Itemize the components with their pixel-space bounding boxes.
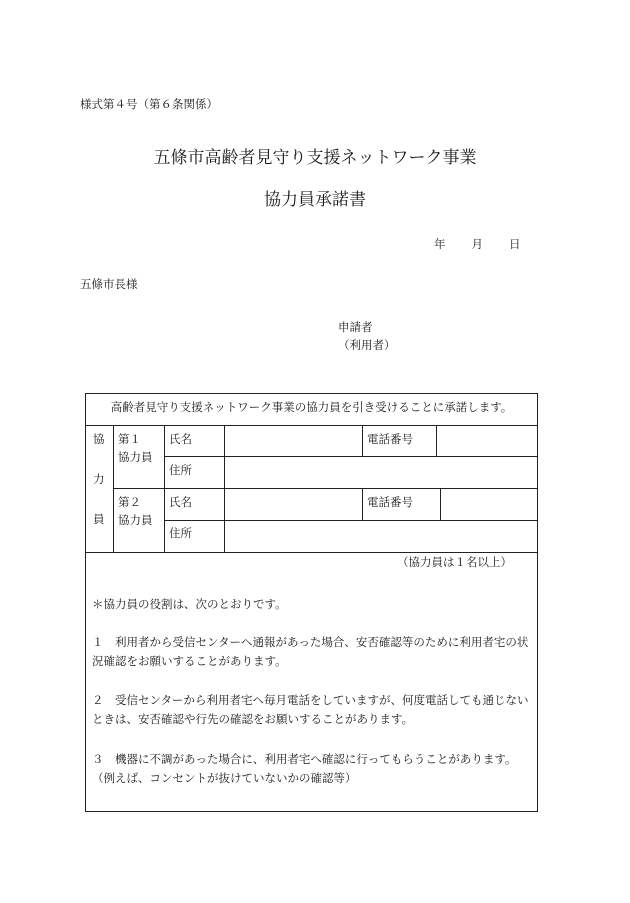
member-1-role: 協力員	[118, 450, 153, 464]
member-2-role: 協力員	[118, 513, 153, 527]
document-title: 五條市高齢者見守り支援ネットワーク事業	[153, 148, 477, 168]
member-2-name-field[interactable]	[225, 489, 361, 519]
consent-statement: 高齢者見守り支援ネットワーク事業の協力員を引き受けることに承諾します。	[110, 400, 513, 414]
col-divider	[362, 425, 363, 456]
member-2-name-label: 氏名	[169, 495, 192, 509]
role-item-3: ３ 機器に不調があった場合に、利用者宅へ確認に行ってもらうことがあります。（例えば、コンセントが抜けていないかの確認等）	[92, 752, 517, 785]
col-divider	[164, 425, 165, 552]
applicant-label: 申請者	[338, 320, 373, 334]
date-line	[434, 236, 521, 252]
member-1-name-label: 氏名	[169, 432, 192, 446]
member-1-address-label: 住所	[169, 463, 192, 477]
member-2-number: 第２	[118, 495, 141, 509]
member-2-phone-field[interactable]	[441, 489, 536, 519]
date-day: 日	[509, 237, 521, 251]
member-2-address-label: 住所	[169, 526, 192, 540]
side-label-char: 力	[93, 472, 105, 486]
col-divider	[113, 425, 114, 552]
member-count-note: （協力員は１名以上）	[397, 555, 512, 569]
applicant-sublabel: （利用者）	[338, 338, 396, 352]
col-divider	[362, 488, 363, 520]
member-2-address-field[interactable]	[225, 521, 536, 551]
member-1-address-field[interactable]	[225, 457, 536, 487]
member-2-phone-label: 電話番号	[367, 495, 413, 509]
side-label-char: 員	[93, 512, 105, 526]
date-year: 年	[434, 237, 446, 251]
member-1-phone-label: 電話番号	[367, 432, 413, 446]
member-1-number: 第１	[118, 432, 141, 446]
document-subtitle: 協力員承諾書	[264, 190, 366, 210]
role-item-2: ２ 受信センターから利用者宅へ毎月電話をしていますが、何度電話しても通じないときは、安否確認や行先の確認をお願いすることがあります。	[92, 693, 529, 726]
role-heading: ＊協力員の役割は、次のとおりです。	[92, 597, 287, 611]
member-1-phone-field[interactable]	[437, 426, 536, 455]
member-1-name-field[interactable]	[225, 426, 361, 455]
form-number: 様式第４号（第６条関係）	[80, 97, 218, 111]
addressee: 五條市長様	[80, 277, 138, 291]
side-label-char: 協	[93, 432, 105, 446]
row-divider	[86, 552, 537, 553]
role-item-1: １ 利用者から受信センターへ通報があった場合、安否確認等のために利用者宅の状況確認をお願いすることがあります。	[92, 635, 529, 668]
date-month: 月	[471, 237, 483, 251]
consent-form	[85, 393, 538, 812]
